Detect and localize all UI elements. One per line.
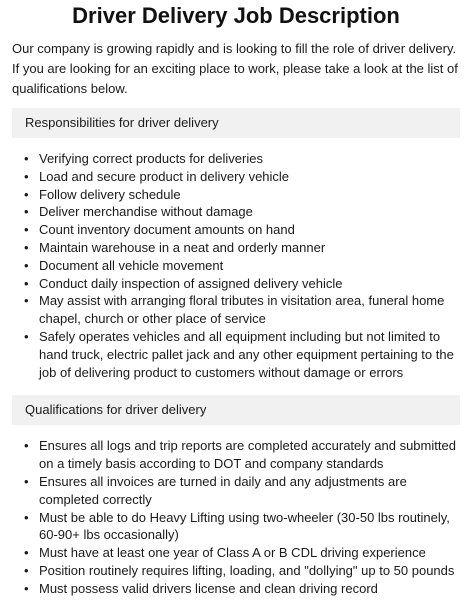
bullet-icon: •: [24, 580, 29, 596]
list-item: [12, 239, 460, 257]
bullet-icon: •: [24, 438, 29, 454]
bullet-icon: •: [24, 562, 29, 578]
list-item: [12, 509, 460, 545]
list-item-text: Deliver merchandise without damage: [39, 204, 253, 220]
list-item: [12, 473, 460, 509]
list-item: [12, 257, 460, 275]
list-item-text: Conduct daily inspection of assigned delivery vehicle: [39, 275, 343, 291]
list-item: [12, 150, 460, 168]
bullet-icon: •: [24, 473, 29, 489]
list-item: [12, 221, 460, 239]
list-item-text: Verifying correct products for deliveries: [39, 151, 263, 166]
bullet-icon: •: [24, 257, 29, 273]
bullet-icon: •: [24, 151, 29, 166]
list-item-text: Ensures all invoices are turned in daily and any adjustments are completed correctly: [39, 473, 407, 507]
bullet-icon: •: [24, 186, 29, 202]
list-item-text: Must have at least one year of Class A or B CDL driving experience: [39, 545, 426, 561]
bullet-icon: •: [24, 204, 29, 220]
list-item: [12, 186, 460, 204]
list-item-text: Position routinely requires lifting, loading, and "dollying" up to 50 pounds: [39, 562, 455, 578]
list-item: [12, 275, 460, 293]
list-item-text: Must possess valid drivers license and clean driving record: [39, 580, 378, 596]
bullet-icon: •: [24, 545, 29, 561]
bullet-icon: •: [24, 328, 29, 344]
list-item-text: Count inventory document amounts on hand: [39, 222, 295, 238]
list-item-text: Maintain warehouse in a neat and orderly manner: [39, 239, 326, 255]
list-item: [12, 292, 460, 328]
page-title: Driver Delivery Job Description: [72, 3, 400, 28]
qualifications-list: [12, 437, 460, 597]
list-item: [12, 544, 460, 562]
responsibilities-heading: Responsibilities for driver delivery: [12, 108, 460, 138]
bullet-icon: •: [24, 168, 29, 184]
bullet-icon: •: [24, 275, 29, 291]
list-item: [12, 562, 460, 580]
list-item: [12, 437, 460, 473]
list-item: [12, 328, 460, 381]
responsibilities-list: [12, 150, 460, 381]
list-item: [12, 580, 460, 598]
list-item-text: Document all vehicle movement: [39, 257, 224, 273]
bullet-icon: •: [24, 222, 29, 238]
list-item-text: Must be able to do Heavy Lifting using two-wheeler (30-50 lbs routinely, 60-90+ lbs occasionally): [39, 509, 450, 543]
list-item: [12, 168, 460, 186]
list-item-text: Load and secure product in delivery vehicle: [39, 168, 290, 184]
intro-paragraph: Our company is growing rapidly and is looking to fill the role of driver delivery. If you are looking for an exciting place to work, please take a look at the list of qualifications below.: [12, 41, 458, 96]
list-item: [12, 203, 460, 221]
list-item-text: May assist with arranging floral tributes in visitation area, funeral home chapel, church or other place of service: [39, 293, 445, 327]
qualifications-heading: Qualifications for driver delivery: [12, 395, 460, 425]
bullet-icon: •: [24, 509, 29, 525]
list-item-text: Safely operates vehicles and all equipment including but not limited to hand truck, electric pallet jack and any other equipment pertaining to the job of delivering product to customers without damage or errors: [39, 328, 454, 380]
list-item-text: Ensures all logs and trip reports are completed accurately and submitted on a timely basis according to DOT and company standards: [39, 438, 456, 472]
bullet-icon: •: [24, 293, 29, 309]
list-item-text: Follow delivery schedule: [39, 186, 181, 202]
bullet-icon: •: [24, 239, 29, 255]
